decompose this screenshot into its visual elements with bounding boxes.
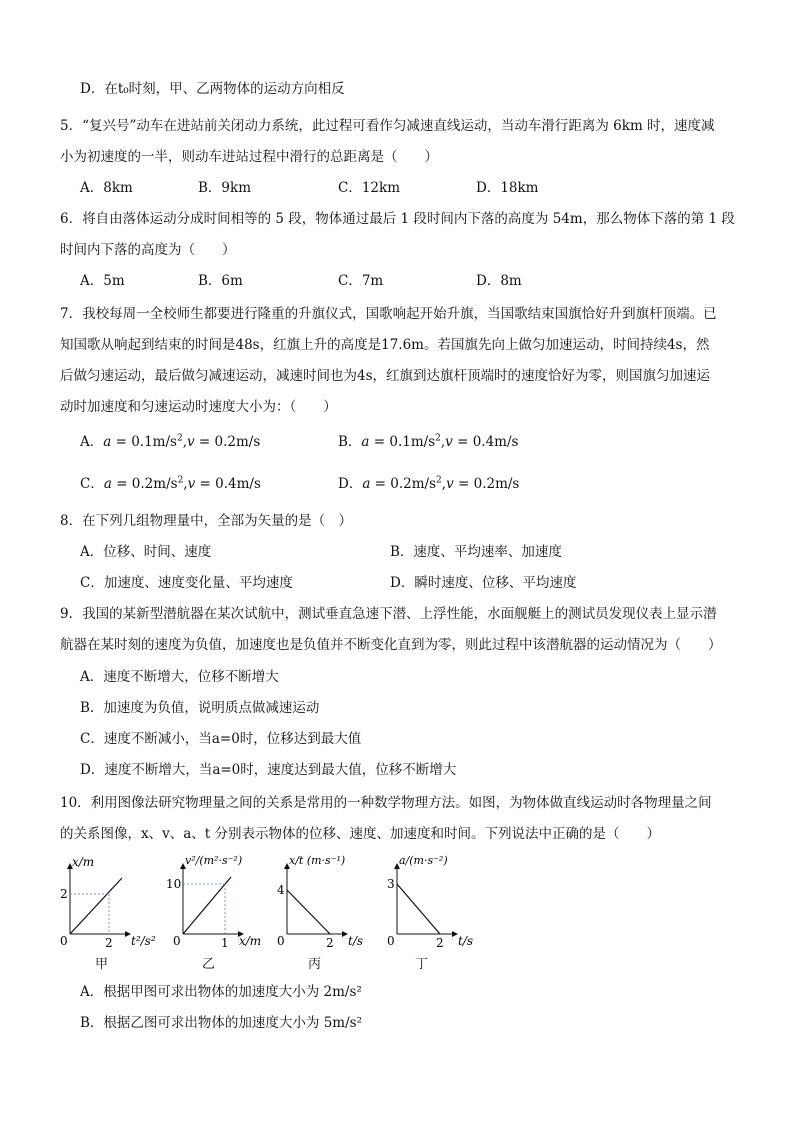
x-label: t²/s² <box>131 934 156 948</box>
q8-stem: 8．在下列几组物理量中，全部为矢量的是（ ） <box>60 513 353 529</box>
q7-option-a: A．$a = 0.1m/s^2,v = 0.2m/s$ <box>80 433 261 450</box>
q8-option-a: A．位移、时间、速度 <box>80 544 212 560</box>
x-label: t/s <box>348 934 364 948</box>
q6-stem-line1: 6．将自由落体运动分成时间相等的 5 段，物体通过最后 1 段时间内下落的高度为 54m，那么物体下落的第 1 段 <box>60 211 735 227</box>
q5-stem-line2: 小为初速度的一半，则动车进站过程中滑行的总距离是（ ） <box>60 149 438 165</box>
q5-option-c: C．12km <box>338 180 400 196</box>
caption-jia: 甲 <box>95 957 109 972</box>
x-tick: 2 <box>326 936 334 950</box>
graph-ding <box>385 852 495 952</box>
q6-option-c: C．7m <box>338 273 384 289</box>
y-label: v²/(m²·s⁻²) <box>185 854 243 867</box>
q8-option-c: C．加速度、速度变化量、平均速度 <box>80 575 293 591</box>
q8-option-d: D．瞬时速度、位移、平均速度 <box>390 575 577 591</box>
q6-stem-line2: 时间内下落的高度为（ ） <box>60 242 236 258</box>
graph-bing <box>275 852 385 952</box>
q7-stem-line4: 动时加速度和匀速运动时速度大小为：（ ） <box>60 399 337 415</box>
q9-option-a: A．速度不断增大，位移不断增大 <box>80 669 279 685</box>
x-tick: 2 <box>105 936 113 950</box>
q7-option-c: C．$a = 0.2m/s^2,v = 0.4m/s$ <box>80 475 261 492</box>
q9-stem-line1: 9．我国的某新型潜航器在某次试航中，测试垂直急速下潜、上浮性能，水面舰艇上的测试员发现仪表上显示潜 <box>60 606 717 622</box>
q5-option-d: D．18km <box>476 180 539 196</box>
q6-option-d: D．8m <box>476 273 522 289</box>
x-label: t/s <box>458 934 474 948</box>
caption-ding: 丁 <box>415 957 429 972</box>
q5-option-a: A．8km <box>80 180 133 196</box>
origin: 0 <box>387 934 395 948</box>
q7-stem-line1: 7．我校每周一全校师生都要进行隆重的升旗仪式，国歌响起开始升旗，当国歌结束国旗恰好升到旗杆顶端。已 <box>60 306 717 322</box>
q7-stem-line3: 后做匀速运动，最后做匀减速运动，减速时间也为4s，红旗到达旗杆顶端时的速度恰好为零，则国旗匀加速运 <box>60 368 711 384</box>
graph-line <box>397 884 440 934</box>
y-tick: 4 <box>277 883 285 897</box>
y-label: a/(m·s⁻²) <box>399 854 448 867</box>
q7-stem-line2: 知国歌从响起到结束的时间是48s，红旗上升的高度是17.6m。若国旗先向上做匀加速运动，时间持续4s，然 <box>60 337 710 353</box>
caption-yi: 乙 <box>202 957 216 972</box>
q9-stem-line2: 航器在某时刻的速度为负值，加速度也是负值并不断变化直到为零，则此过程中该潜航器的运动情况为（ ） <box>60 637 722 653</box>
origin: 0 <box>277 934 285 948</box>
y-tick: 2 <box>60 887 68 901</box>
q10-stem-line1: 10．利用图像法研究物理量之间的关系是常用的一种数学物理方法。如图，为物体做直线运动时各物理量之间 <box>60 795 712 811</box>
origin: 0 <box>60 934 68 948</box>
x-tick: 1 <box>221 936 229 950</box>
graph-line <box>287 890 330 934</box>
q7-option-d: D．$a = 0.2m/s^2,v = 0.2m/s$ <box>338 475 520 492</box>
y-tick: 10 <box>166 877 182 891</box>
x-label: x/m <box>239 934 262 948</box>
q9-option-c: C．速度不断减小，当a=0时，位移达到最大值 <box>80 731 362 747</box>
y-tick: 3 <box>387 877 395 891</box>
y-label: x/m <box>72 855 95 869</box>
graph-line <box>70 878 122 934</box>
q7-option-b: B．$a = 0.1m/s^2,v = 0.4m/s$ <box>338 433 519 450</box>
caption-bing: 丙 <box>308 957 322 972</box>
y-label: x/t (m·s⁻¹) <box>289 854 346 867</box>
q10-stem-line2: 的关系图像，x、v、a、t 分别表示物体的位移、速度、加速度和时间。下列说法中正确的是（ ） <box>60 826 661 842</box>
q6-option-b: B．6m <box>198 273 243 289</box>
graph-line <box>183 877 231 934</box>
graph-yi <box>165 852 275 952</box>
q8-option-b: B．速度、平均速率、加速度 <box>390 544 562 560</box>
q10-option-b: B．根据乙图可求出物体的加速度大小为 5m/s² <box>80 1015 362 1031</box>
q6-option-a: A．5m <box>80 273 125 289</box>
origin: 0 <box>173 934 181 948</box>
q5-option-b: B．9km <box>198 180 251 196</box>
x-tick: 2 <box>436 936 444 950</box>
q9-option-d: D．速度不断增大，当a=0时，速度达到最大值，位移不断增大 <box>80 762 457 778</box>
q4-option-d: D．在t₀时刻，甲、乙两物体的运动方向相反 <box>80 81 345 97</box>
q9-option-b: B．加速度为负值，说明质点做减速运动 <box>80 700 320 716</box>
graph-jia <box>58 852 168 952</box>
q10-option-a: A．根据甲图可求出物体的加速度大小为 2m/s² <box>80 984 362 1000</box>
q5-stem-line1: 5．“复兴号”动车在进站前关闭动力系统，此过程可看作匀减速直线运动，当动车滑行距离为 6km 时，速度减 <box>60 118 715 134</box>
